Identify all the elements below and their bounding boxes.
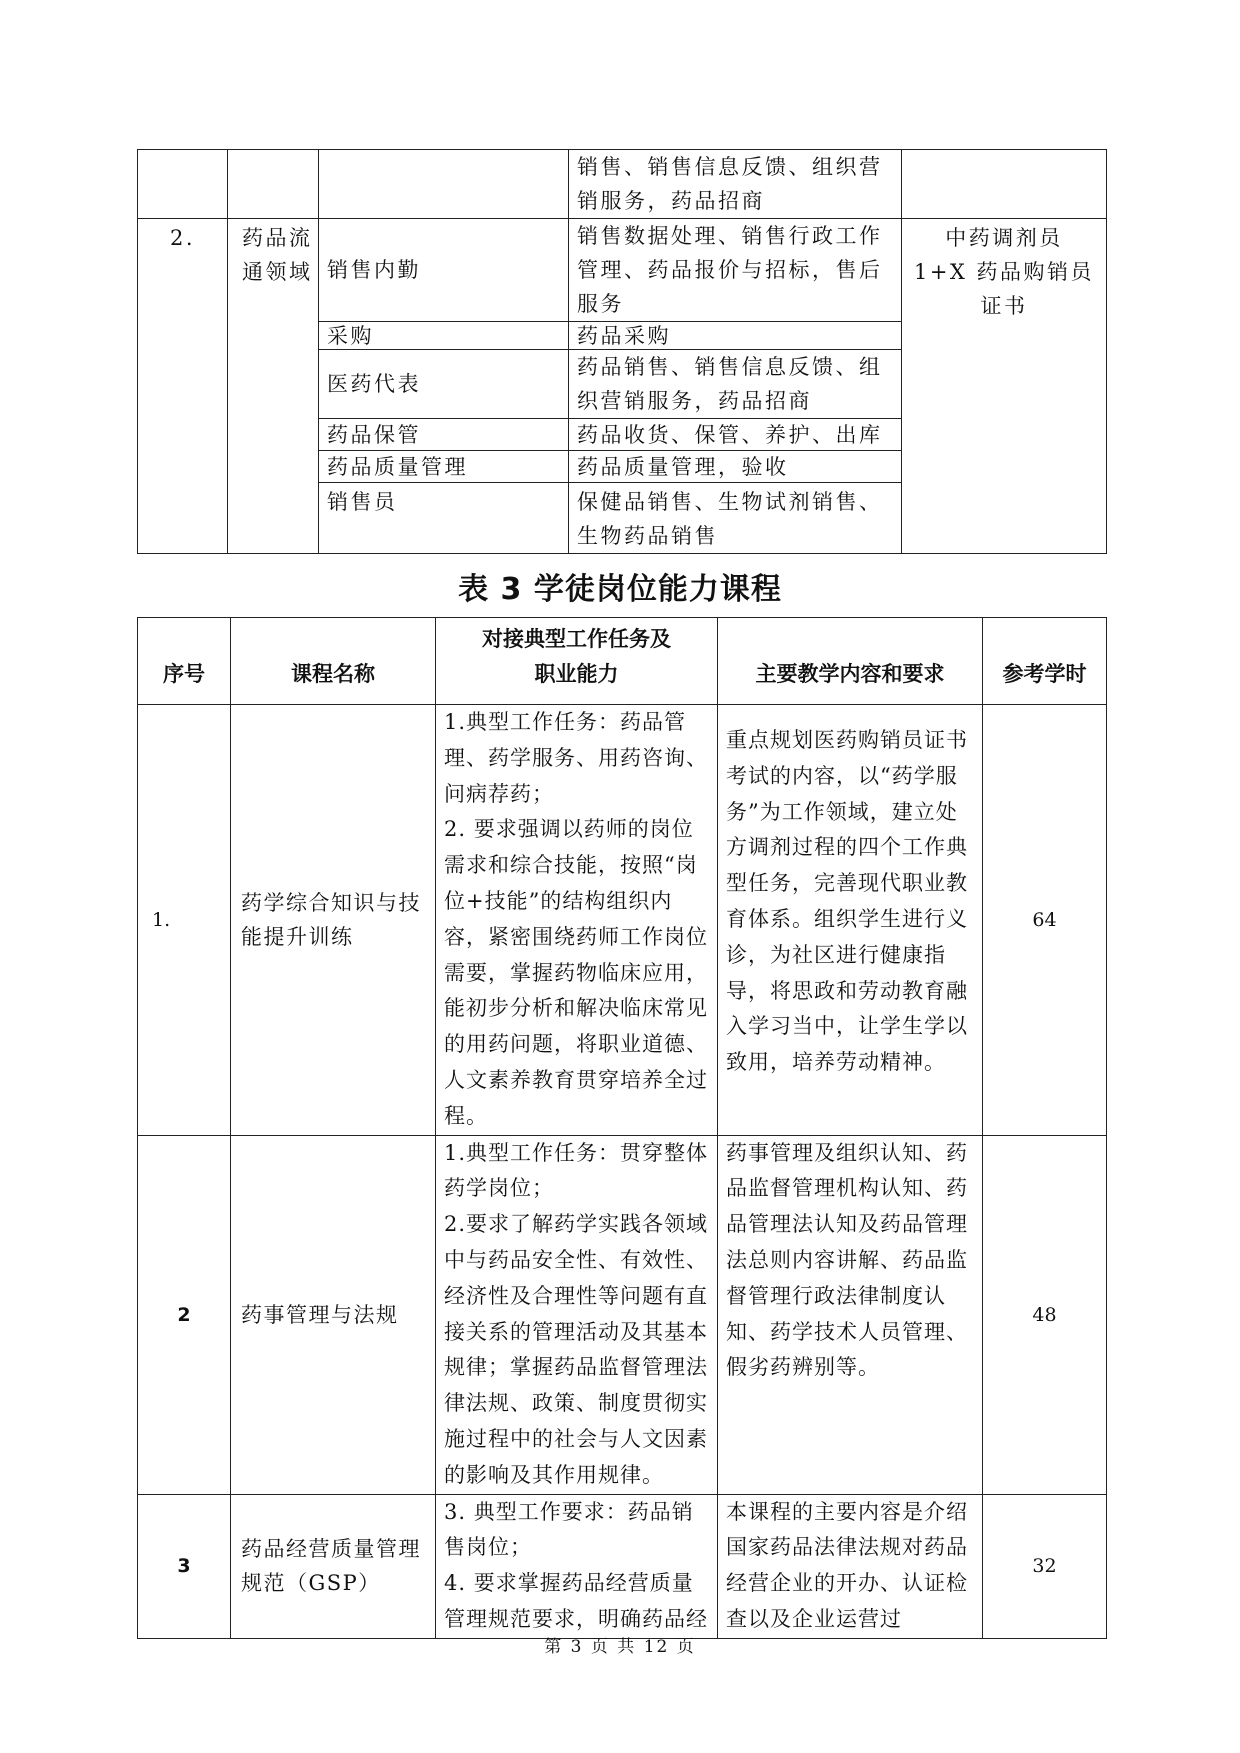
course-hours: 64: [983, 705, 1107, 1136]
table-header-row: [138, 618, 1107, 705]
course-name: 药品经营质量管理规范（GSP）: [231, 1494, 436, 1638]
post-name: 医药代表: [319, 350, 569, 419]
header-content: 主要教学内容和要求: [718, 618, 983, 705]
certificate-cell: [902, 150, 1107, 219]
post-tasks: 药品收货、保管、养护、出库: [569, 419, 902, 451]
row-number: 3: [138, 1494, 231, 1638]
num-cell: [138, 150, 228, 219]
post-name: 销售员: [319, 483, 569, 554]
post-tasks: 药品质量管理，验收: [569, 451, 902, 483]
post-name: 药品质量管理: [319, 451, 569, 483]
table-apprentice-courses: [137, 617, 1107, 1639]
course-tasks: 1.典型工作任务：药品管理、药学服务、用药咨询、问病荐药； 2. 要求强调以药师的岗位需求和综合技能，按照“岗位+技能”的结构组织内容，紧密围绕药师工作岗位需要，掌握药物临床应用，能初步分析和解决临床常见的用药问题，将职业道德、人文素养教育贯穿培养全过程。: [436, 705, 718, 1136]
row-number: 1.: [138, 705, 231, 1136]
post-cell: [319, 150, 569, 219]
course-name: 药学综合知识与技能提升训练: [231, 705, 436, 1136]
header-course-name: 课程名称: [231, 618, 436, 705]
header-tasks: 对接典型工作任务及 职业能力: [436, 618, 718, 705]
post-tasks: 药品销售、销售信息反馈、组织营销服务，药品招商: [569, 350, 902, 419]
course-content: 药事管理及组织认知、药品监督管理机构认知、药品管理法认知及药品管理法总则内容讲解、药品监督管理行政法律制度认知、药学技术人员管理、假劣药辨别等。: [718, 1135, 983, 1494]
table-title: 表 3 学徒岗位能力课程: [458, 572, 782, 607]
header-hours: 参考学时: [983, 618, 1107, 705]
post-name: 销售内勤: [319, 219, 569, 322]
post-name: 药品保管: [319, 419, 569, 451]
table-row: [138, 1135, 1107, 1494]
table-row: [138, 150, 1107, 219]
table-row: [138, 705, 1107, 1136]
post-tasks: 保健品销售、生物试剂销售、生物药品销售: [569, 483, 902, 554]
tasks-cell: 销售、销售信息反馈、组织营销服务，药品招商: [569, 150, 902, 219]
header-num: 序号: [138, 618, 231, 705]
row-number: 2.: [138, 219, 228, 554]
post-tasks: 药品采购: [569, 322, 902, 350]
row-number: 2: [138, 1135, 231, 1494]
page-footer: 第 3 页 共 12 页: [544, 1637, 696, 1657]
course-content: 本课程的主要内容是介绍国家药品法律法规对药品经营企业的开办、认证检查以及企业运营过: [718, 1494, 983, 1638]
course-name: 药事管理与法规: [231, 1135, 436, 1494]
course-content: 重点规划医药购销员证书考试的内容，以“药学服务”为工作领域，建立处方调剂过程的四个工作典型任务，完善现代职业教育体系。组织学生进行义诊，为社区进行健康指导，将思政和劳动教育融入学习当中，让学生学以致用，培养劳动精神。: [718, 705, 983, 1136]
field-name: 药品流通领域: [228, 219, 319, 554]
table-row: [138, 219, 1107, 322]
course-tasks: 3. 典型工作要求：药品销售岗位； 4. 要求掌握药品经营质量管理规范要求，明确药品经: [436, 1494, 718, 1638]
table-job-positions: [137, 149, 1107, 554]
field-cell: [228, 150, 319, 219]
certificate: 中药调剂员 1+X 药品购销员证书: [902, 219, 1107, 554]
course-tasks: 1.典型工作任务：贯穿整体药学岗位； 2.要求了解药学实践各领域中与药品安全性、有效性、经济性及合理性等问题有直接关系的管理活动及其基本规律；掌握药品监督管理法律法规、政策、制度贯彻实施过程中的社会与人文因素的影响及其作用规律。: [436, 1135, 718, 1494]
table-row: [138, 1494, 1107, 1638]
course-hours: 48: [983, 1135, 1107, 1494]
post-tasks: 销售数据处理、销售行政工作管理、药品报价与招标，售后服务: [569, 219, 902, 322]
course-hours: 32: [983, 1494, 1107, 1638]
post-name: 采购: [319, 322, 569, 350]
